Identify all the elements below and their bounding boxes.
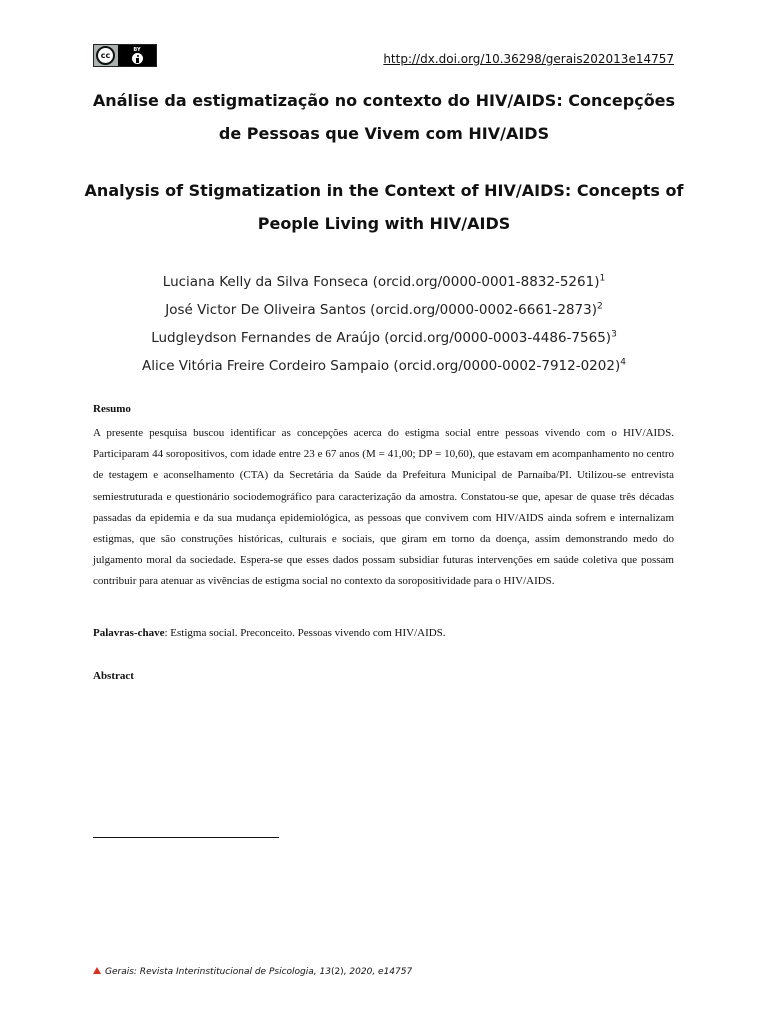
author-3: [60, 324, 708, 352]
cc-icon-label: cc: [100, 51, 111, 60]
author-1-footnote-mark[interactable]: 1: [599, 273, 606, 284]
by-label: BY: [133, 47, 141, 53]
author-4-name: Alice Vitória Freire Cordeiro Sampaio (orcid.org/0000-0002-7912-0202): [142, 358, 621, 374]
keywords-text: : Estigma social. Preconceito. Pessoas vivendo com HIV/AIDS.: [164, 627, 446, 639]
title-en-line-1: Analysis of Stigmatization in the Context of HIV/AIDS: Concepts of: [84, 181, 684, 200]
author-4: [60, 352, 708, 380]
title-pt-line-2: de Pessoas que Vivem com HIV/AIDS: [218, 124, 550, 143]
resumo-body: A presente pesquisa buscou identificar as concepções acerca do estigma social entre pessoas vivendo com o HIV/AIDS. Participaram 44 soropositivos, com idade entre 23 e 67 anos (M = 41,00; DP = 10,60), que estavam em acompanhamento no centro de testagem e aconselhamento (CTA) da Secretária da Saúde da Prefeitura Municipal de Parnaíba/PI. Utilizou-se entrevista semiestruturada e questionário sociodemográfico para caracterização da amostra. Constatou-se que, apesar de quase três décadas passadas da epidemia e da sua mudança epidemiológica, as pessoas que convivem com HIV/AIDS ainda sofrem e internalizam estigmas, que são construções históricas, culturais e sociais, que giram em torno da doença, assim demonstrando medo do julgamento moral da sociedade. Espera-se que esses dados possam subsidiar futuras intervenções em saúde coletiva que possam contribuir para atenuar as vivências de estigma social no contexto da soropositividade para o HIV/AIDS.: [93, 427, 674, 588]
title-en-line-2: People Living with HIV/AIDS: [257, 214, 511, 233]
author-2: [60, 296, 708, 324]
by-panel: [118, 45, 156, 66]
author-1-name: Luciana Kelly da Silva Fonseca (orcid.org/0000-0001-8832-5261): [162, 274, 600, 290]
footnote-divider: [93, 837, 279, 838]
resumo-heading: Resumo: [93, 403, 131, 415]
abstract-heading: Abstract: [93, 670, 134, 682]
cc-by-license-badge[interactable]: [93, 44, 157, 67]
author-list: [60, 268, 708, 380]
title-english: [60, 174, 708, 240]
author-2-footnote-mark[interactable]: 2: [597, 301, 603, 312]
title-pt-line-1: Análise da estigmatização no contexto do HIV/AIDS: Concepções: [92, 91, 676, 110]
footer-journal: Gerais: Revista Interinstitucional de Psicologia, 13: [105, 967, 331, 977]
attribution-person-icon: [132, 53, 143, 64]
author-2-name: José Victor De Oliveira Santos (orcid.org/0000-0002-6661-2873): [165, 302, 597, 318]
keywords-line: [93, 627, 446, 639]
triangle-icon: [93, 967, 101, 974]
author-3-name: Ludgleydson Fernandes de Araújo (orcid.org/0000-0003-4486-7565): [151, 330, 612, 346]
author-3-footnote-mark[interactable]: 3: [611, 329, 617, 340]
cc-icon: [96, 46, 115, 65]
author-4-footnote-mark[interactable]: 4: [620, 357, 626, 368]
footer-rest: , 2020, e14757: [343, 967, 413, 977]
title-portuguese: [60, 84, 708, 150]
footer-issue: (2): [330, 967, 344, 977]
keywords-label: Palavras-chave: [93, 627, 165, 639]
journal-footer: [93, 967, 412, 977]
author-1: [60, 268, 708, 296]
doi-link[interactable]: http://dx.doi.org/10.36298/gerais202013e14757: [383, 52, 674, 66]
